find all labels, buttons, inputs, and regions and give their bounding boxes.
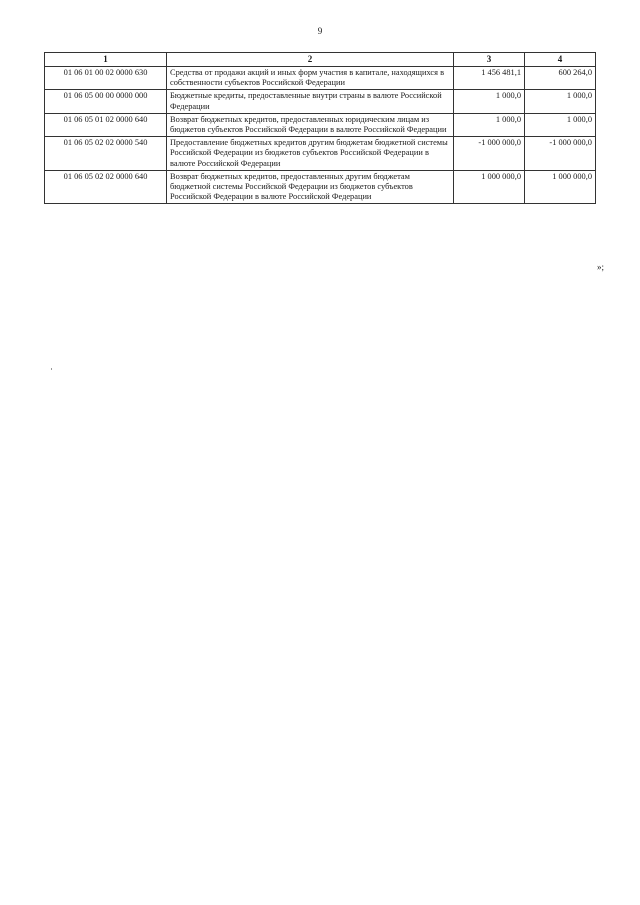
amount-col4: 600 264,0 bbox=[525, 67, 596, 90]
amount-col3: -1 000 000,0 bbox=[454, 137, 525, 171]
budget-code: 01 06 05 01 02 0000 640 bbox=[45, 113, 167, 136]
budget-code: 01 06 01 00 02 0000 630 bbox=[45, 67, 167, 90]
table-row bbox=[45, 90, 596, 113]
column-header-3: 3 bbox=[454, 53, 525, 67]
table-row bbox=[45, 67, 596, 90]
amount-col4: 1 000,0 bbox=[525, 90, 596, 113]
row-description: Возврат бюджетных кредитов, предоставленных юридическим лицам из бюджетов субъектов Российской Федерации в валюте Российской Федерации bbox=[167, 113, 454, 136]
amount-col4: 1 000 000,0 bbox=[525, 170, 596, 204]
row-description: Бюджетные кредиты, предоставленные внутри страны в валюте Российской Федерации bbox=[167, 90, 454, 113]
amount-col4: 1 000,0 bbox=[525, 113, 596, 136]
row-description: Возврат бюджетных кредитов, предоставленных другим бюджетам бюджетной системы Российской Федерации из бюджетов субъектов Российской Федерации в валюте Российской Федерации bbox=[167, 170, 454, 204]
amount-col4: -1 000 000,0 bbox=[525, 137, 596, 171]
amount-col3: 1 000,0 bbox=[454, 113, 525, 136]
budget-code: 01 06 05 00 00 0000 000 bbox=[45, 90, 167, 113]
amount-col3: 1 000 000,0 bbox=[454, 170, 525, 204]
budget-code: 01 06 05 02 02 0000 640 bbox=[45, 170, 167, 204]
budget-code: 01 06 05 02 02 0000 540 bbox=[45, 137, 167, 171]
row-description: Предоставление бюджетных кредитов другим бюджетам бюджетной системы Российской Федерации из бюджетов субъектов Российской Федерации в валюте Российской Федерации bbox=[167, 137, 454, 171]
table-row bbox=[45, 113, 596, 136]
table-header-row bbox=[45, 53, 596, 67]
column-header-1: 1 bbox=[45, 53, 167, 67]
amount-col3: 1 456 481,1 bbox=[454, 67, 525, 90]
amount-col3: 1 000,0 bbox=[454, 90, 525, 113]
page-number: 9 bbox=[317, 26, 323, 36]
scan-speck bbox=[51, 368, 52, 370]
row-description: Средства от продажи акций и иных форм участия в капитале, находящихся в собственности субъектов Российской Федерации bbox=[167, 67, 454, 90]
closing-quote-mark: »; bbox=[597, 262, 605, 272]
column-header-2: 2 bbox=[167, 53, 454, 67]
budget-sources-table bbox=[44, 52, 596, 204]
table-row bbox=[45, 137, 596, 171]
table-row bbox=[45, 170, 596, 204]
column-header-4: 4 bbox=[525, 53, 596, 67]
